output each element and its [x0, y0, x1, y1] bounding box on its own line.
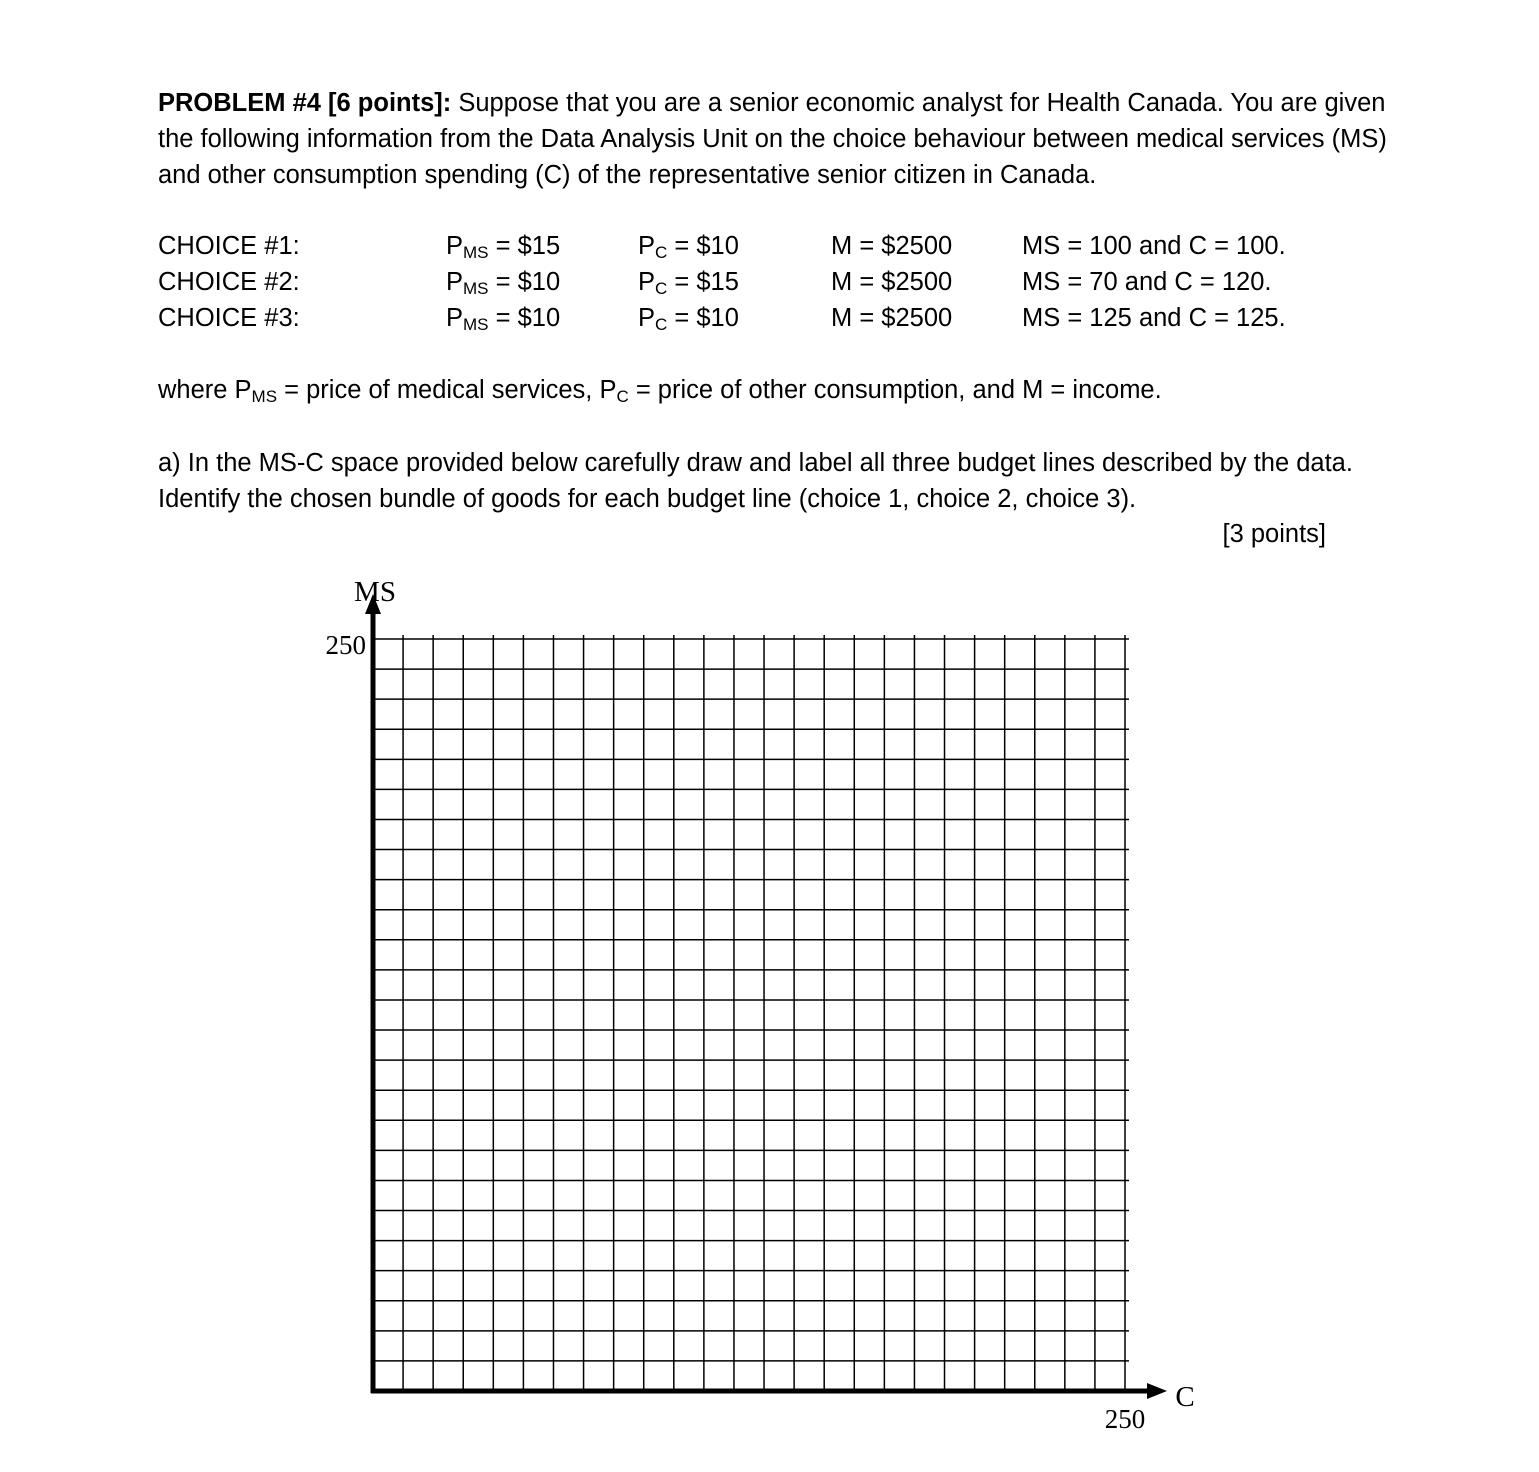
pc-value: $P_C$ = $10 [638, 232, 739, 262]
chosen-bundle: MS = 125 and C = 125. [1022, 304, 1286, 332]
pms-value: $P_{MS}$ = $10 [446, 268, 561, 298]
chosen-bundle: MS = 70 and C = 120. [1022, 268, 1272, 296]
pms-value: $P_{MS}$ = $10 [446, 304, 561, 334]
income-value: M = $2500 [831, 304, 953, 332]
y-max-label: 250 [325, 630, 366, 660]
pms-value: $P_{MS}$ = $15 [446, 232, 561, 262]
income-value: M = $2500 [831, 268, 953, 296]
problem-body: Suppose that you are a senior economic analyst for Health Canada. You are given the following information from the Data Analysis Unit on the choice behaviour between medical services (MS) and other consumption spending (C) of the representative senior citizen in Canada. [158, 89, 1387, 189]
x-axis-arrowhead [1147, 1383, 1167, 1399]
x-max-label: 250 [1104, 1404, 1146, 1434]
y-axis-label: MS [354, 576, 396, 608]
graph-axes [365, 594, 1167, 1399]
choice-label: CHOICE #1: [158, 232, 300, 260]
part-a-points: [3 points] [1222, 520, 1326, 548]
choice-label: CHOICE #2: [158, 268, 300, 296]
graph-grid [373, 635, 1129, 1391]
problem-heading: PROBLEM #4 [6 points]: [158, 89, 452, 117]
income-value: M = $2500 [831, 232, 953, 260]
x-axis-label: C [1175, 1381, 1195, 1413]
pc-value: $P_C$ = $10 [638, 304, 739, 334]
choice-label: CHOICE #3: [158, 304, 300, 332]
pc-value: $P_C$ = $15 [638, 268, 739, 298]
chosen-bundle: MS = 100 and C = 100. [1022, 232, 1286, 260]
variable-definitions: where $P_{MS}$ = price of medical services, $P_C$ = price of other consumption, and M = income. [158, 376, 1162, 406]
part-a-question: a) In the MS-C space provided below carefully draw and label all three budget lines described by the data. Identify the chosen bundle of goods for each budget line (choice 1, choice 2, choice 3). [158, 449, 1353, 513]
